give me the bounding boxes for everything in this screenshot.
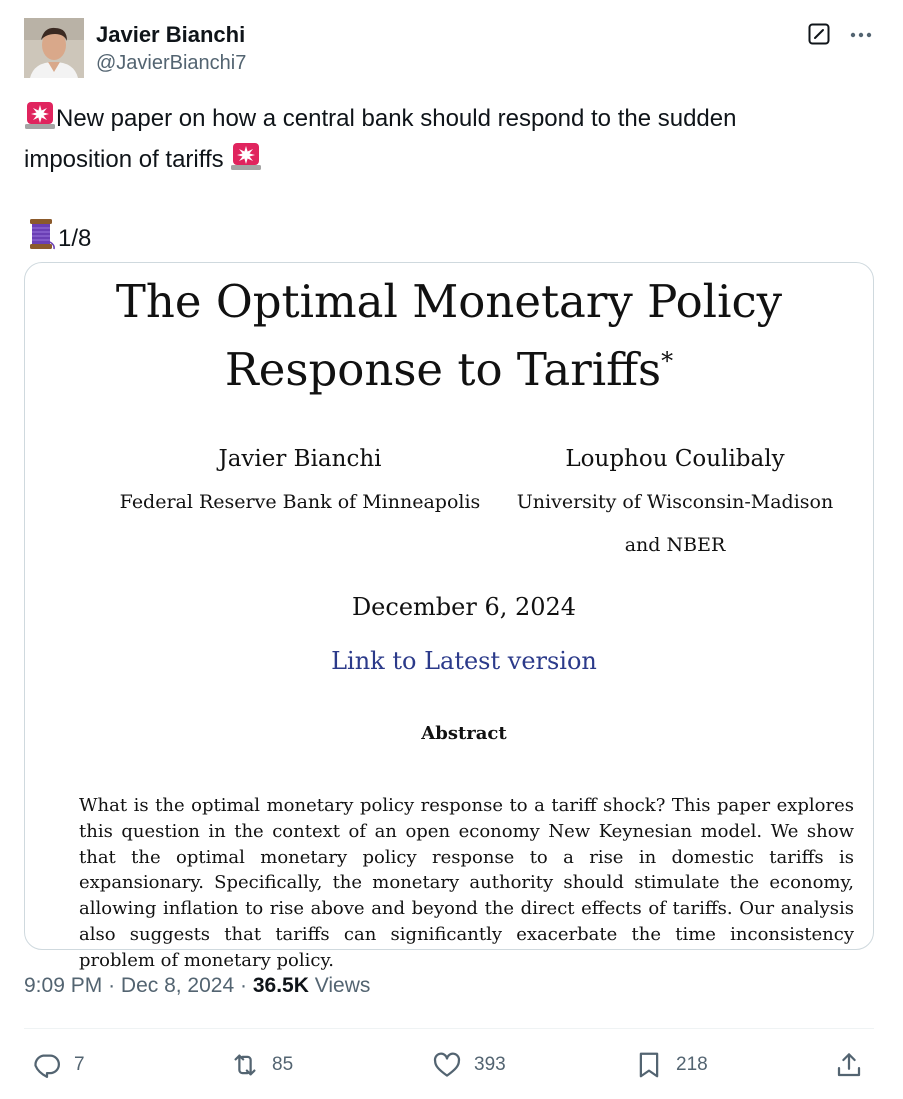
paper-affiliation-1: Federal Reserve Bank of Minneapolis <box>119 491 481 513</box>
views-label: Views <box>314 974 371 997</box>
thread-marker: 1/8 <box>58 225 92 252</box>
paper-title-line2-text: Response to Tariffs <box>224 343 662 396</box>
paper-latest-version-link: Link to Latest version <box>331 647 597 675</box>
grok-icon[interactable] <box>808 23 830 45</box>
meta-separator: · <box>240 974 247 997</box>
reply-count: 7 <box>74 1054 85 1075</box>
paper-affiliation-2b: and NBER <box>624 534 726 556</box>
author-name[interactable]: Javier Bianchi <box>96 22 246 47</box>
paper-image[interactable] <box>24 262 874 971</box>
tweet-meta <box>24 974 370 998</box>
share-button[interactable] <box>834 1045 864 1085</box>
like-count: 393 <box>474 1054 506 1075</box>
paper-title-line2 <box>25 343 873 396</box>
paper-date: December 6, 2024 <box>351 593 577 621</box>
divider <box>24 1028 874 1029</box>
repost-icon <box>230 1050 260 1080</box>
meta-separator: · <box>108 974 116 997</box>
paper-abstract-text: What is the optimal monetary policy response to a tariff shock? This paper explores this question in the context of an open economy New Keynesian model. We show that the optimal monetary policy response to a rise in domestic tariffs is expansionary. Specifically, the monetary authority should stimulate the economy, allowing inflation to rise above and beyond the direct effects of tariffs. Our analysis also suggests that tariffs can significantly exacerbate the time inconsistency problem of monetary policy. <box>79 795 854 971</box>
paper-author-2: Louphou Coulibaly <box>565 446 785 472</box>
more-icon[interactable] <box>848 22 874 48</box>
tweet-text <box>24 100 874 261</box>
bookmark-count: 218 <box>676 1054 708 1075</box>
paper-author-1: Javier Bianchi <box>218 446 382 472</box>
paper-title-star: * <box>661 347 674 375</box>
reply-button[interactable] <box>32 1045 85 1085</box>
tweet-line-1 <box>24 100 874 141</box>
tweet-line-3 <box>24 218 874 261</box>
like-button[interactable] <box>432 1045 506 1085</box>
repost-count: 85 <box>272 1054 294 1075</box>
tweet-time[interactable]: 9:09 PM <box>24 974 103 997</box>
tweet-line-1-text: New paper on how a central bank should respond to the sudden <box>56 105 737 132</box>
tweet-date[interactable]: Dec 8, 2024 <box>120 974 235 997</box>
bookmark-button[interactable] <box>634 1045 708 1085</box>
tweet-header <box>24 18 874 80</box>
avatar[interactable] <box>24 18 84 78</box>
paper-affiliation-2: University of Wisconsin-Madison <box>516 491 834 513</box>
share-icon <box>834 1050 864 1080</box>
avatar-image <box>24 18 84 78</box>
siren-emoji-icon <box>230 141 262 182</box>
views-count: 36.5K <box>252 974 309 997</box>
repost-button[interactable] <box>230 1045 293 1085</box>
bookmark-icon <box>634 1050 664 1080</box>
siren-emoji-icon <box>24 100 56 141</box>
paper-abstract-heading: Abstract <box>421 723 507 744</box>
tweet-line-2-text: imposition of tariffs <box>24 146 224 173</box>
reply-icon <box>32 1050 62 1080</box>
tweet-line-2 <box>24 141 874 182</box>
like-icon <box>432 1050 462 1080</box>
paper-title-line1: The Optimal Monetary Policy <box>115 275 783 328</box>
thread-spool-emoji-icon <box>24 218 58 261</box>
author-handle[interactable]: @JavierBianchi7 <box>96 52 247 74</box>
